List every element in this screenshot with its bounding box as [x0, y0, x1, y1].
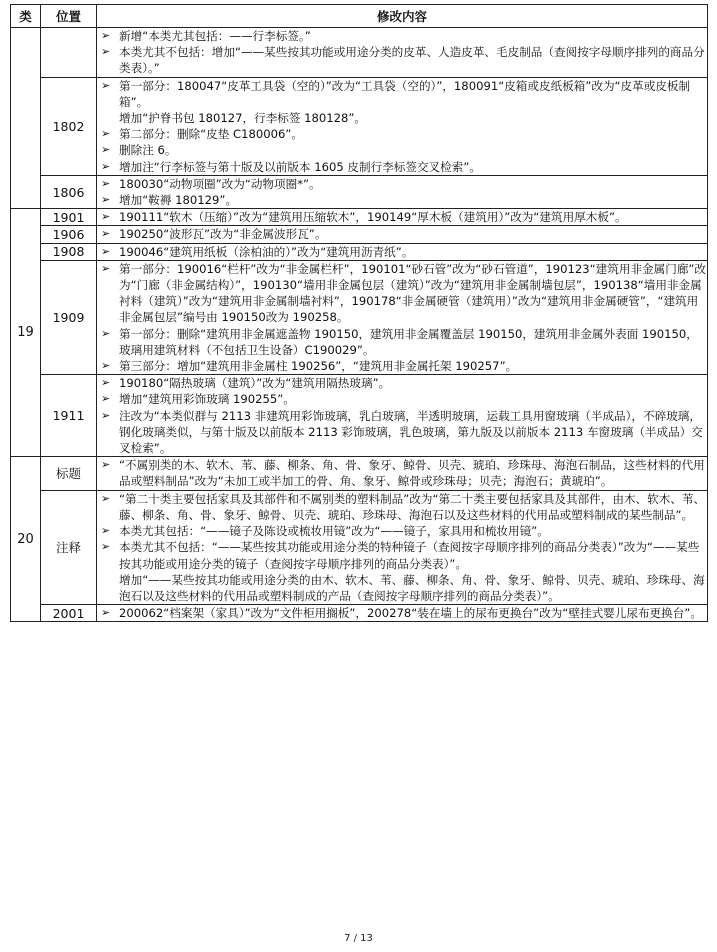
list-item	[97, 110, 707, 126]
list-item	[97, 209, 707, 225]
item-text: “第二十类主要包括家具及其部件和不属别类的塑料制品”改为“第二十类主要包括家具及其部件，由木、软木、苇、藤、柳条、角、骨、象牙、鲸骨、贝壳、琥珀、珍珠母、海泡石以及这些材料的代用品或塑料制成的某些制品”。	[119, 491, 706, 522]
item-text: 200062“档案架（家具）”改为“文件柜用搁板”，200278“装在墙上的尿布更换台”改为“壁挂式婴儿尿布更换台”。	[119, 606, 702, 621]
bullet-arrow-icon: ➢	[101, 326, 111, 340]
item-text: 第一部分：190016“栏杆”改为“非金属栏杆”，190101“砂石管”改为“砂石管道”，190123“建筑用非金属门廊”改为“门廊（非金属结构）”，190130“墙用非金属包层（建筑）”改为“建筑用非金属制墙包层”，190138“墙用非金属衬料（建筑）”改为“建筑用非金属制墙衬料”，190178“非金属硬管（建筑用）”改为“建筑用非金属硬管”，“建筑用非金属包层”编号由 190150改为 190258。	[119, 261, 707, 325]
content-cell	[97, 375, 708, 457]
position-cell: 标题	[41, 457, 97, 490]
position-cell: 1908	[41, 243, 97, 260]
bullet-arrow-icon: ➢	[101, 524, 111, 538]
item-text: 第二部分：删除“皮垫 C180006”。	[119, 127, 303, 142]
content-cell	[97, 175, 708, 208]
bullet-arrow-icon: ➢	[101, 227, 111, 241]
position-cell	[41, 28, 97, 78]
content-cell	[97, 243, 708, 260]
item-text: 注改为“本类似群与 2113 非建筑用彩饰玻璃，乳白玻璃，半透明玻璃，运载工具用窗玻璃（半成品），不碎玻璃，钢化玻璃类似，与第十版及以前版本 2113 彩饰玻璃，乳色玻璃，第九版及以前版本 2113 车窗玻璃（半成品）交叉检索”。	[119, 408, 703, 456]
item-text: “不属别类的木、软木、苇、藤、柳条、角、骨、象牙、鲸骨、贝壳、琥珀、珍珠母、海泡石制品，这些材料的代用品或塑料制品”改为“未加工或半加工的骨、角、象牙、鲸骨或珍珠母；贝壳；海泡石；黄琥珀”。	[119, 458, 705, 489]
bullet-arrow-icon: ➢	[101, 359, 111, 373]
item-text: 190111“软木（压缩）”改为“建筑用压缩软木”，190149“厚木板（建筑用）”改为“建筑用厚木板”。	[119, 210, 627, 225]
list-item	[97, 391, 707, 407]
bullet-arrow-icon: ➢	[101, 143, 111, 157]
item-text: 增加注“行李标签与第十版及以前版本 1605 皮制行李标签交叉检索”。	[119, 159, 481, 174]
item-text: 180030“动物项圈”改为“动物项圈*”。	[119, 176, 321, 191]
list-item	[97, 159, 707, 175]
bullet-arrow-icon: ➢	[101, 261, 111, 275]
bullet-arrow-icon: ➢	[101, 392, 111, 406]
position-cell: 1806	[41, 175, 97, 208]
position-cell: 1901	[41, 209, 97, 226]
content-cell	[97, 260, 708, 374]
position-cell: 注释	[41, 490, 97, 604]
bullet-arrow-icon: ➢	[101, 244, 111, 258]
item-text: 增加“护脊书包 180127，行李标签 180128”。	[119, 111, 367, 126]
content-cell	[97, 457, 708, 490]
content-cell	[97, 490, 708, 604]
position-cell: 1906	[41, 226, 97, 243]
item-text: 删除注 6。	[119, 143, 177, 158]
header-position: 位置	[41, 5, 97, 28]
list-item	[97, 126, 707, 142]
list-item	[97, 192, 707, 208]
table-row	[11, 457, 708, 490]
item-text: 增加“鞍褥 180129”。	[119, 193, 237, 208]
class-cell: 20	[11, 457, 41, 622]
list-item	[97, 408, 707, 457]
table-row	[11, 28, 708, 78]
item-text: 本类尤其不包括：增加“——某些按其功能或用途分类的皮革、人造皮革、毛皮制品（查阅按字母顺序排列的商品分类表）。”	[119, 45, 705, 76]
item-text: 190180“隔热玻璃（建筑）”改为“建筑用隔热玻璃”。	[119, 376, 391, 391]
list-item	[97, 78, 707, 110]
list-item	[97, 539, 707, 571]
bullet-arrow-icon: ➢	[101, 78, 111, 92]
content-cell	[97, 28, 708, 78]
table-row	[11, 243, 708, 260]
table-row	[11, 226, 708, 243]
list-item	[97, 375, 707, 391]
item-text: 增加“建筑用彩饰玻璃 190255”。	[119, 392, 295, 407]
position-cell: 1909	[41, 260, 97, 374]
table-row	[11, 605, 708, 622]
table-body	[11, 28, 708, 622]
table-row	[11, 77, 708, 175]
list-item	[97, 142, 707, 158]
header-content: 修改内容	[97, 5, 708, 28]
bullet-arrow-icon: ➢	[101, 193, 111, 207]
table-row	[11, 375, 708, 457]
revision-table	[10, 4, 708, 622]
class-cell	[11, 28, 41, 209]
class-cell: 19	[11, 209, 41, 457]
table-row	[11, 260, 708, 374]
table-row	[11, 490, 708, 604]
list-item	[97, 244, 707, 260]
list-item	[97, 572, 707, 604]
list-item	[97, 523, 707, 539]
position-cell: 1911	[41, 375, 97, 457]
list-item	[97, 44, 707, 76]
position-cell: 1802	[41, 77, 97, 175]
content-cell	[97, 77, 708, 175]
list-item	[97, 491, 707, 523]
list-item	[97, 226, 707, 242]
item-text: 增加“——某些按其功能或用途分类的由木、软木、苇、藤、柳条、角、骨、象牙、鲸骨、贝壳、琥珀、珍珠母、海泡石以及这些材料的代用品或塑料制成的产品（查阅按字母顺序排列的商品分类表）”。	[119, 572, 705, 603]
table-row	[11, 209, 708, 226]
bullet-arrow-icon: ➢	[101, 210, 111, 224]
list-item	[97, 358, 707, 374]
list-item	[97, 28, 707, 44]
content-cell	[97, 605, 708, 622]
bullet-arrow-icon: ➢	[101, 491, 111, 505]
item-text: 新增“本类尤其包括：——行李标签。”	[119, 29, 311, 43]
bullet-arrow-icon: ➢	[101, 45, 111, 59]
position-cell: 2001	[41, 605, 97, 622]
list-item	[97, 261, 707, 326]
content-cell	[97, 226, 708, 243]
item-text: 本类尤其不包括：“——某些按其功能或用途分类的特种镜子（查阅按字母顺序排列的商品分类表）”改为“——某些按其功能或用途分类的镜子（查阅按字母顺序排列的商品分类表）”。	[119, 540, 700, 571]
bullet-arrow-icon: ➢	[101, 376, 111, 390]
content-cell	[97, 209, 708, 226]
bullet-arrow-icon: ➢	[101, 127, 111, 141]
bullet-arrow-icon: ➢	[101, 408, 111, 422]
table-row	[11, 175, 708, 208]
bullet-arrow-icon: ➢	[101, 606, 111, 620]
list-item	[97, 605, 707, 621]
list-item	[97, 176, 707, 192]
item-text: 190046“建筑用纸板（涂柏油的）”改为“建筑用沥青纸”。	[119, 244, 414, 259]
item-text: 第一部分：180047“皮革工具袋（空的）”改为“工具袋（空的）”，180091“皮箱或皮纸板箱”改为“皮革或皮板制箱”。	[119, 78, 691, 109]
bullet-arrow-icon: ➢	[101, 458, 111, 472]
header-row	[11, 5, 708, 28]
item-text: 190250“波形瓦”改为“非金属波形瓦”。	[119, 227, 327, 242]
item-text: 第三部分：增加“建筑用非金属柱 190256”，“建筑用非金属托架 190257”。	[119, 359, 518, 374]
list-item	[97, 457, 707, 489]
bullet-arrow-icon: ➢	[101, 540, 111, 554]
list-item	[97, 326, 707, 358]
bullet-arrow-icon: ➢	[101, 29, 111, 42]
header-class: 类	[11, 5, 41, 28]
bullet-arrow-icon: ➢	[101, 159, 111, 173]
item-text: 本类尤其包括：“——镜子及陈设或梳妆用镜”改为“——镜子，家具用和梳妆用镜”。	[119, 524, 549, 539]
item-text: 第一部分：删除“建筑用非金属遮盖物 190150，建筑用非金属覆盖层 190150，建筑用非金属外表面 190150，玻璃用建筑材料（不包括卫生设备）C190029”。	[119, 326, 698, 357]
page-number: 7 / 13	[344, 933, 373, 944]
bullet-arrow-icon: ➢	[101, 176, 111, 190]
